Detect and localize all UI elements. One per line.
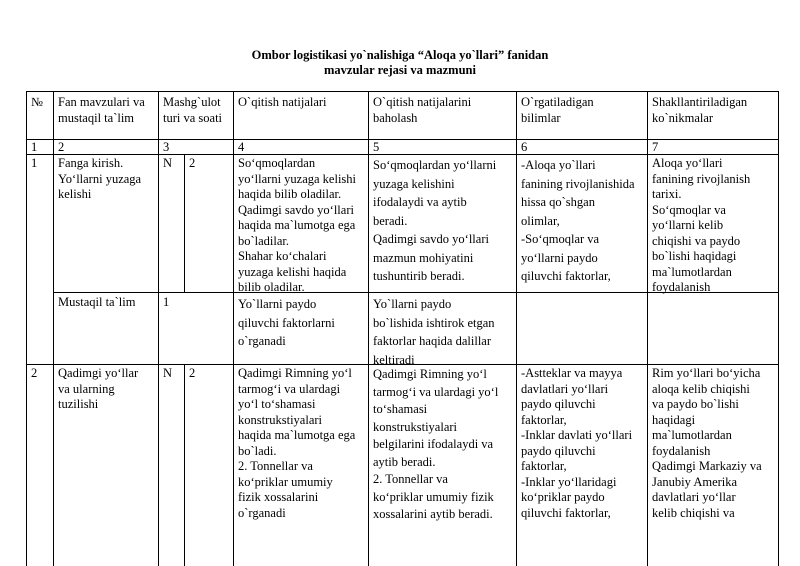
row-number: 2	[31, 366, 38, 380]
column-number: 5	[373, 140, 380, 154]
topic-cell: Mustaqil ta`lim	[58, 295, 136, 309]
assessment-cell: Yo`llarni paydo bo`lishida ishtirok etgan faktorlar haqida dalillar keltiradi	[373, 297, 495, 367]
column-number: 4	[238, 140, 245, 154]
syllabus-table	[26, 91, 779, 566]
topic-cell: Qadimgi yo‘llar va ularning tuzilishi	[58, 366, 139, 411]
row-border	[27, 139, 779, 140]
col-border	[647, 92, 648, 566]
row-number: 1	[31, 156, 38, 170]
header-outcomes: O`qitish natijalari	[238, 95, 327, 109]
skills-cell: Aloqa yo‘llari fanining rivojlanish tarixi. So‘qmoqlar va yo‘llarni kelib chiqishi va paydo bo`lishi haqidagi ma`lumotlardan foydalanish	[652, 156, 751, 294]
outcomes-cell: Yo`llarni paydo qiluvchi faktorlarni o`rganadi	[238, 297, 335, 348]
header-topics: Fan mavzulari va mustaqil ta`lim	[58, 95, 145, 125]
knowledge-cell: -Aloqa yo`llari fanining rivojlanishida hissa qo`shgan olimlar, -So‘qmoqlar va yo‘llarni paydo qiluvchi faktorlar,	[521, 158, 635, 283]
outcomes-cell: So‘qmoqlardan yo‘llarni yuzaga kelishi haqida bilib oladilar. Qadimgi savdo yo‘llari haqida ma`lumotga ega bo`ladilar. Shahar ko‘chalari yuzaga kelishi haqida bilib oladilar.	[238, 156, 357, 294]
header-no: №	[31, 95, 43, 109]
column-number: 6	[521, 140, 528, 154]
col-border	[158, 92, 159, 566]
col-border	[368, 92, 369, 566]
hours-cell: 1	[163, 295, 170, 309]
row-border	[27, 154, 779, 155]
col-border	[233, 92, 234, 566]
header-type-hours: Mashg`ulot turi va soati	[163, 95, 223, 125]
skills-cell: Rim yo‘llari bo‘yicha aloqa kelib chiqishi va paydo bo`lishi haqidagi ma`lumotlardan foydalanish Qadimgi Markaziy va Janubiy Amerika davlatlari yo‘llar kelib chiqishi va	[652, 366, 762, 520]
col-border	[184, 155, 185, 293]
hours-cell: 2	[189, 156, 196, 170]
col-border	[184, 365, 185, 566]
document-title: Ombor logistikasi yo`nalishiga “Aloqa yo`llari” fanidan	[251, 48, 549, 62]
type-cell: N	[163, 366, 173, 380]
hours-cell: 2	[189, 366, 196, 380]
header-assessment: O`qitish natijalarini baholash	[373, 95, 472, 125]
col-border	[53, 92, 54, 566]
col-border	[778, 92, 779, 566]
col-border	[516, 92, 517, 566]
type-cell: N	[163, 156, 173, 170]
topic-cell: Fanga kirish. Yo‘llarni yuzaga kelishi	[58, 156, 142, 201]
column-number: 3	[163, 140, 170, 154]
column-number: 7	[652, 140, 659, 154]
assessment-cell: So‘qmoqlardan yo‘llarni yuzaga kelishini ifodalaydi va aytib beradi. Qadimgi savdo yo‘llari mazmun mohiyatini tushuntirib beradi.	[373, 158, 497, 283]
column-number: 2	[58, 140, 65, 154]
assessment-cell: Qadimgi Rimning yo‘l tarmog‘i va ulardagi yo‘l to‘shamasi konstrukstiyalari belgilarini ifodalaydi va aytib beradi. 2. Tonnellar va ko‘priklar umumiy fizik xossalarini aytib beradi.	[373, 367, 499, 521]
header-knowledge: O`rgatiladigan bilimlar	[521, 95, 594, 125]
header-skills: Shakllantiriladigan ko`nikmalar	[652, 95, 748, 125]
knowledge-cell: -Astteklar va mayya davlatlari yo‘llari paydo qiluvchi faktorlar, -Inklar davlati yo‘llari paydo qiluvchi faktorlar, -Inklar yo‘llaridagi ko‘priklar paydo qiluvchi faktorlar,	[521, 366, 633, 520]
document-subtitle: mavzular rejasi va mazmuni	[324, 63, 476, 77]
column-number: 1	[31, 140, 38, 154]
outcomes-cell: Qadimgi Rimning yo‘l tarmog‘i va ulardagi yo‘l to‘shamasi konstrukstiyalari haqida ma`lumotga ega bo`ladi. 2. Tonnellar va ko‘priklar umumiy fizik xossalarini o`rganadi	[238, 366, 356, 520]
